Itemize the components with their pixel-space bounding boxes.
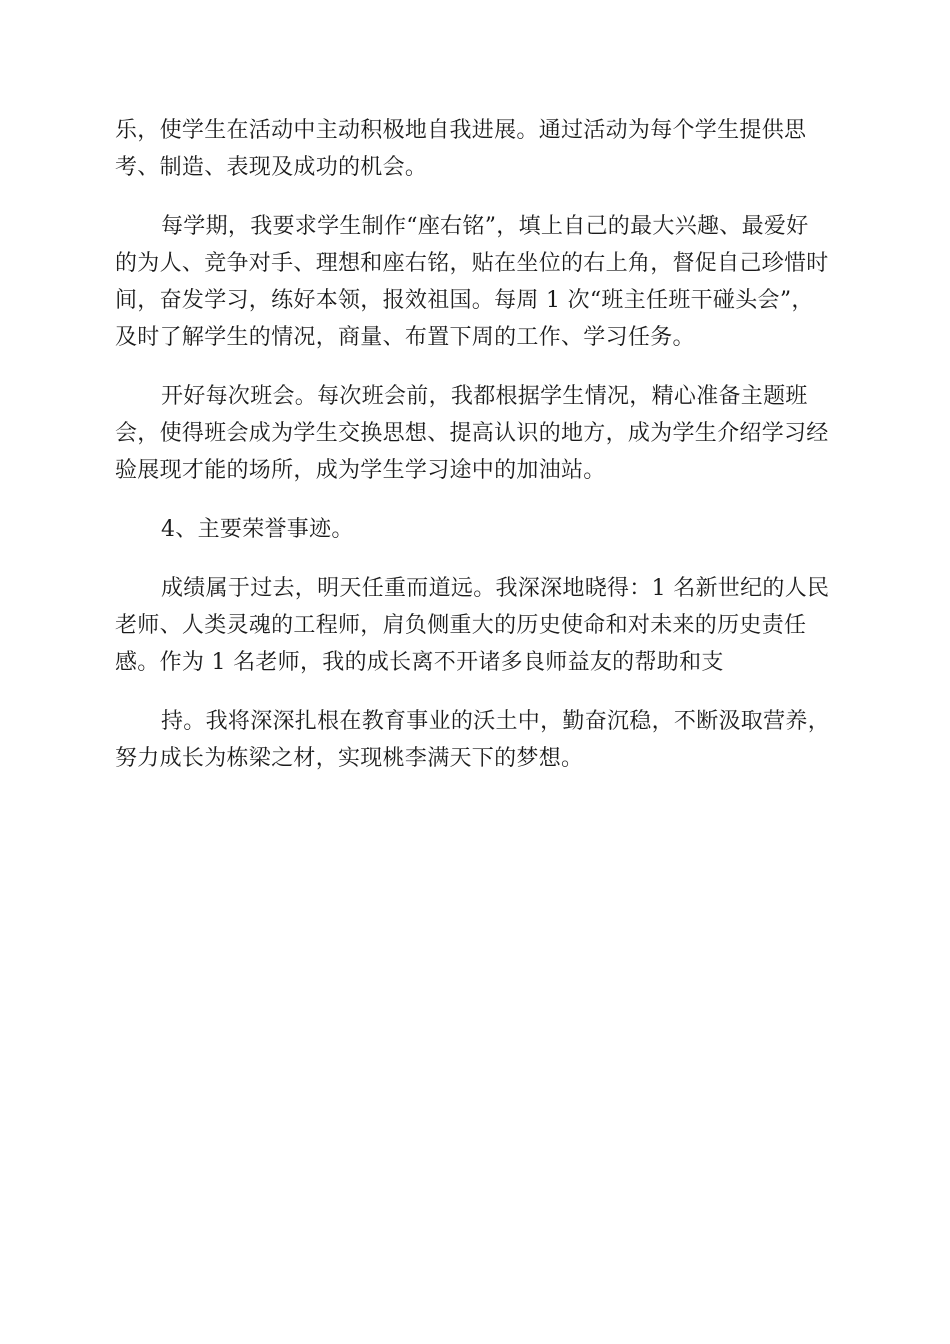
- paragraph-line: 间，奋发学习，练好本领，报效祖国。每周 1 次“班主任班干碰头会”，: [115, 288, 814, 313]
- paragraph-line: 考、制造、表现及成功的机会。: [115, 155, 428, 180]
- paragraph-line: 的为人、竞争对手、理想和座右铭，贴在坐位的右上角，督促自己珍惜时: [115, 251, 829, 276]
- paragraph-3: [115, 378, 835, 489]
- paragraph-line: 持。我将深深扎根在教育事业的沃土中，勤奋沉稳，不断汲取营养，: [161, 709, 831, 734]
- paragraph-2: [115, 208, 835, 356]
- document-body: [115, 112, 835, 799]
- section-heading: [115, 511, 835, 548]
- paragraph-line: 会，使得班会成为学生交换思想、提高认识的地方，成为学生介绍学习经: [115, 421, 829, 446]
- paragraph-1: [115, 112, 835, 186]
- paragraph-line: 验展现才能的场所，成为学生学习途中的加油站。: [115, 458, 606, 483]
- paragraph-line: 乐，使学生在活动中主动积极地自我进展。通过活动为每个学生提供思: [115, 118, 807, 143]
- paragraph-5: [115, 570, 835, 681]
- paragraph-line: 开好每次班会。每次班会前，我都根据学生情况，精心准备主题班: [161, 384, 808, 409]
- paragraph-line: 每学期，我要求学生制作“座右铭”，填上自己的最大兴趣、最爱好: [161, 214, 809, 239]
- paragraph-line: 努力成长为栋梁之材，实现桃李满天下的梦想。: [115, 746, 584, 771]
- paragraph-line: 及时了解学生的情况，商量、布置下周的工作、学习任务。: [115, 325, 695, 350]
- section-heading-text: 4、主要荣誉事迹。: [161, 517, 354, 542]
- paragraph-6: [115, 703, 835, 777]
- paragraph-line: 老师、人类灵魂的工程师，肩负侧重大的历史使命和对未来的历史责任: [115, 613, 807, 638]
- paragraph-line: 成绩属于过去，明天任重而道远。我深深地晓得：1 名新世纪的人民: [161, 576, 830, 601]
- paragraph-line: 感。作为 1 名老师，我的成长离不开诸多良师益友的帮助和支: [115, 650, 724, 675]
